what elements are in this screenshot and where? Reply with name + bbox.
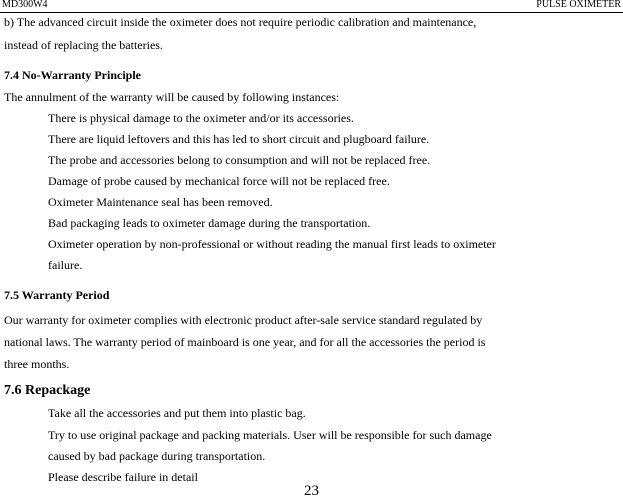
- section-heading-7-5: 7.5 Warranty Period: [4, 288, 110, 302]
- list-item: failure.: [48, 258, 83, 272]
- paragraph-line: national laws. The warranty period of mainboard is one year, and for all the accessories the period is: [4, 335, 486, 349]
- page-header: [0, 0, 623, 11]
- list-item: Take all the accessories and put them into plastic bag.: [48, 406, 306, 420]
- header-rule: [0, 12, 623, 13]
- list-item: Bad packaging leads to oximeter damage during the transportation.: [48, 216, 371, 230]
- section-heading-7-4: 7.4 No-Warranty Principle: [4, 68, 141, 82]
- intro-line: b) The advanced circuit inside the oximeter does not require periodic calibration and maintenance,: [4, 15, 477, 29]
- page-number: 23: [304, 483, 319, 499]
- list-item: There are liquid leftovers and this has led to short circuit and plugboard failure.: [48, 132, 430, 146]
- list-item: Damage of probe caused by mechanical force will not be replaced free.: [48, 174, 390, 188]
- list-item: There is physical damage to the oximeter and/or its accessories.: [48, 111, 354, 125]
- intro-line: instead of replacing the batteries.: [4, 38, 163, 52]
- paragraph-line: three months.: [4, 357, 70, 371]
- list-item: caused by bad package during transportation.: [48, 449, 266, 463]
- list-item: Oximeter Maintenance seal has been removed.: [48, 195, 273, 209]
- list-item: The probe and accessories belong to consumption and will not be replaced free.: [48, 153, 431, 167]
- paragraph-line: Our warranty for oximeter complies with electronic product after-sale service standard regulated by: [4, 313, 483, 327]
- header-title: PULSE OXIMETER: [536, 0, 621, 10]
- section-heading-7-6: 7.6 Repackage: [4, 383, 91, 398]
- section-7-4-lead: The annulment of the warranty will be caused by following instances:: [4, 90, 340, 104]
- list-item: Try to use original package and packing materials. User will be responsible for such damage: [48, 428, 492, 442]
- header-model: MD300W4: [2, 0, 48, 10]
- list-item: Please describe failure in detail: [48, 470, 198, 484]
- list-item: Oximeter operation by non-professional or without reading the manual first leads to oximeter: [48, 237, 496, 251]
